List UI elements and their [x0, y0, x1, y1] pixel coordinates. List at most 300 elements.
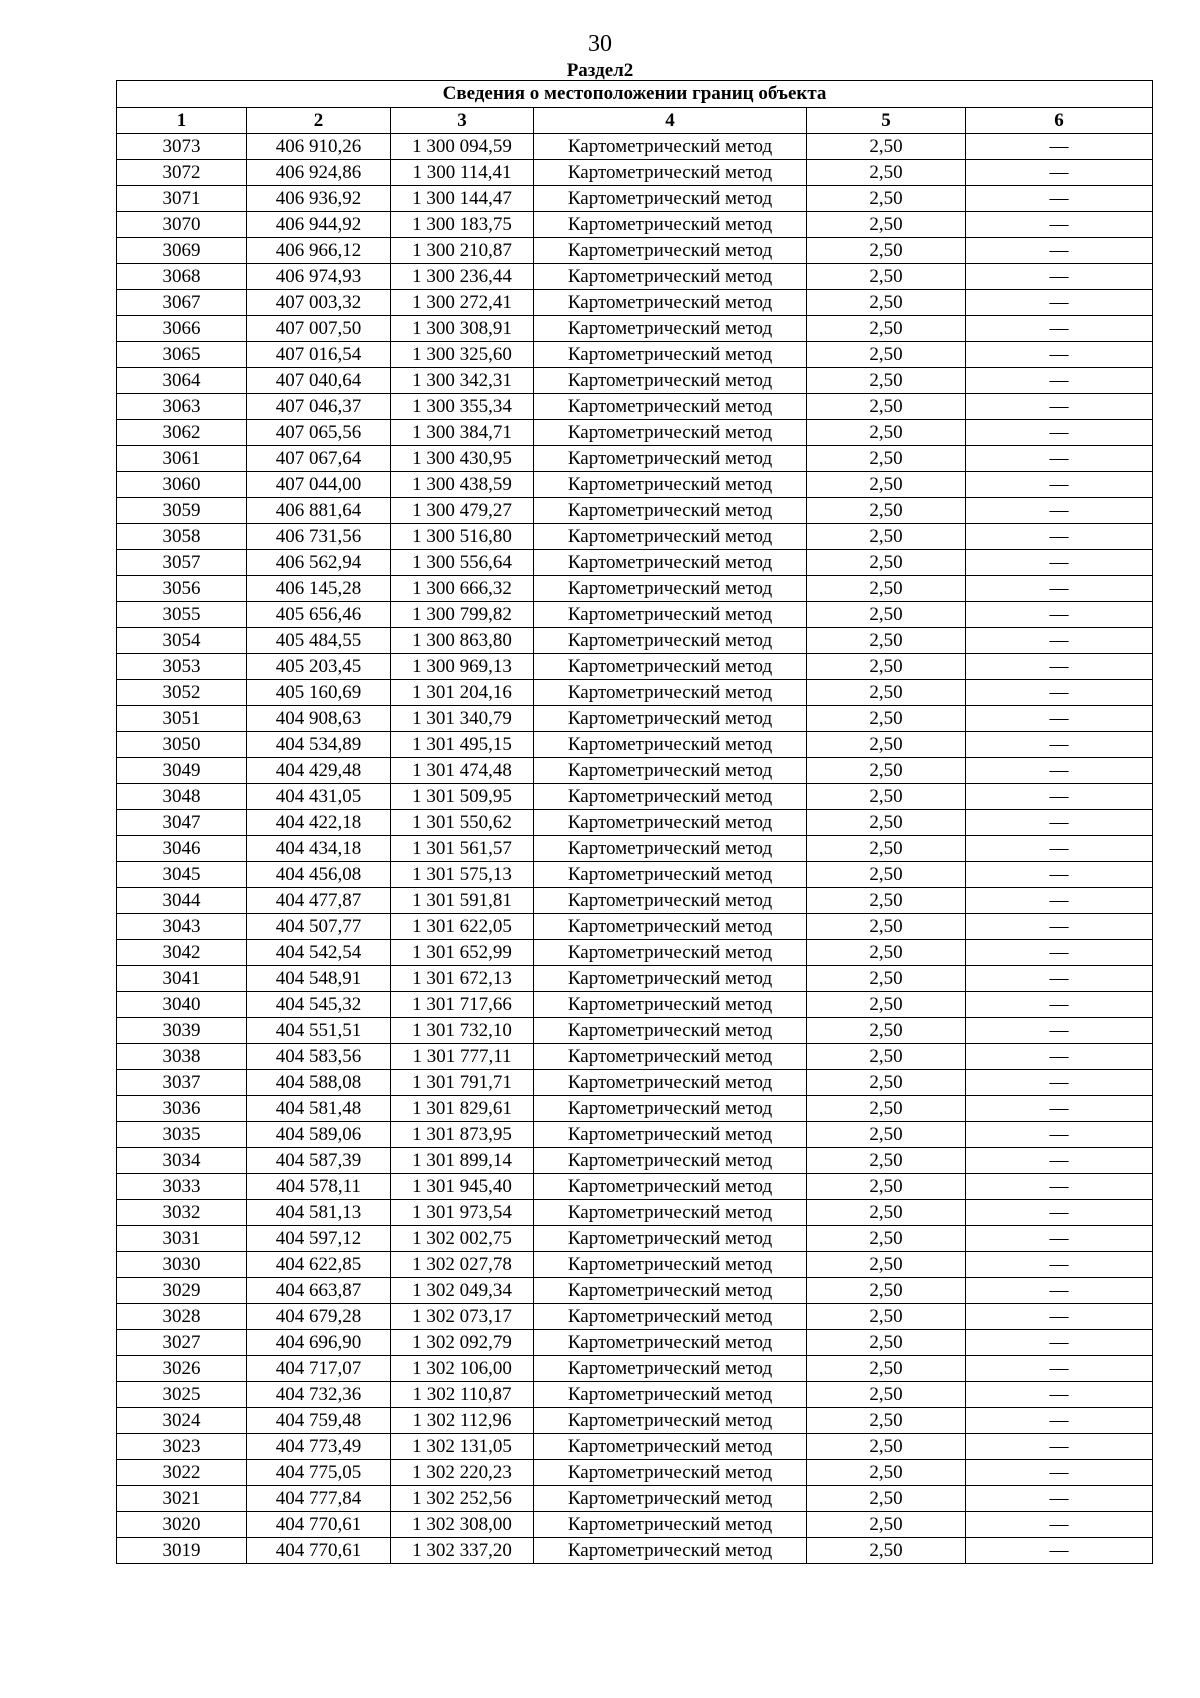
- note-cell: —: [966, 784, 1153, 810]
- y-coordinate-cell: 1 301 791,71: [391, 1070, 534, 1096]
- note-cell: —: [966, 1460, 1153, 1486]
- y-coordinate-cell: 1 300 114,41: [391, 160, 534, 186]
- table-row: [117, 940, 1153, 966]
- point-number-cell: 3057: [117, 550, 247, 576]
- note-cell: —: [966, 1200, 1153, 1226]
- note-cell: —: [966, 654, 1153, 680]
- point-number-cell: 3072: [117, 160, 247, 186]
- method-cell: Картометрический метод: [534, 862, 807, 888]
- point-number-cell: 3068: [117, 264, 247, 290]
- x-coordinate-cell: 404 545,32: [247, 992, 391, 1018]
- point-number-cell: 3034: [117, 1148, 247, 1174]
- y-coordinate-cell: 1 302 112,96: [391, 1408, 534, 1434]
- table-row: [117, 1512, 1153, 1538]
- accuracy-cell: 2,50: [807, 394, 966, 420]
- method-cell: Картометрический метод: [534, 342, 807, 368]
- column-number: 4: [534, 108, 807, 134]
- column-number: 1: [117, 108, 247, 134]
- table-row: [117, 784, 1153, 810]
- accuracy-cell: 2,50: [807, 1278, 966, 1304]
- note-cell: —: [966, 1148, 1153, 1174]
- note-cell: —: [966, 212, 1153, 238]
- point-number-cell: 3071: [117, 186, 247, 212]
- y-coordinate-cell: 1 300 308,91: [391, 316, 534, 342]
- method-cell: Картометрический метод: [534, 160, 807, 186]
- x-coordinate-cell: 404 696,90: [247, 1330, 391, 1356]
- y-coordinate-cell: 1 302 308,00: [391, 1512, 534, 1538]
- method-cell: Картометрический метод: [534, 550, 807, 576]
- accuracy-cell: 2,50: [807, 1304, 966, 1330]
- method-cell: Картометрический метод: [534, 1018, 807, 1044]
- point-number-cell: 3054: [117, 628, 247, 654]
- accuracy-cell: 2,50: [807, 186, 966, 212]
- point-number-cell: 3069: [117, 238, 247, 264]
- x-coordinate-cell: 404 548,91: [247, 966, 391, 992]
- note-cell: —: [966, 1382, 1153, 1408]
- table-row: [117, 1538, 1153, 1564]
- accuracy-cell: 2,50: [807, 1408, 966, 1434]
- method-cell: Картометрический метод: [534, 1460, 807, 1486]
- accuracy-cell: 2,50: [807, 1382, 966, 1408]
- column-number: 2: [247, 108, 391, 134]
- x-coordinate-cell: 406 145,28: [247, 576, 391, 602]
- method-cell: Картометрический метод: [534, 654, 807, 680]
- column-number: 6: [966, 108, 1153, 134]
- y-coordinate-cell: 1 302 092,79: [391, 1330, 534, 1356]
- method-cell: Картометрический метод: [534, 732, 807, 758]
- accuracy-cell: 2,50: [807, 446, 966, 472]
- x-coordinate-cell: 404 578,11: [247, 1174, 391, 1200]
- y-coordinate-cell: 1 302 106,00: [391, 1356, 534, 1382]
- note-cell: —: [966, 1278, 1153, 1304]
- table-row: [117, 836, 1153, 862]
- note-cell: —: [966, 238, 1153, 264]
- method-cell: Картометрический метод: [534, 1252, 807, 1278]
- method-cell: Картометрический метод: [534, 966, 807, 992]
- y-coordinate-cell: 1 302 110,87: [391, 1382, 534, 1408]
- point-number-cell: 3046: [117, 836, 247, 862]
- x-coordinate-cell: 404 597,12: [247, 1226, 391, 1252]
- table-row: [117, 602, 1153, 628]
- y-coordinate-cell: 1 302 027,78: [391, 1252, 534, 1278]
- point-number-cell: 3033: [117, 1174, 247, 1200]
- y-coordinate-cell: 1 302 220,23: [391, 1460, 534, 1486]
- note-cell: —: [966, 420, 1153, 446]
- point-number-cell: 3025: [117, 1382, 247, 1408]
- table-row: [117, 680, 1153, 706]
- method-cell: Картометрический метод: [534, 576, 807, 602]
- x-coordinate-cell: 404 551,51: [247, 1018, 391, 1044]
- y-coordinate-cell: 1 301 717,66: [391, 992, 534, 1018]
- table-row: [117, 576, 1153, 602]
- y-coordinate-cell: 1 300 666,32: [391, 576, 534, 602]
- accuracy-cell: 2,50: [807, 706, 966, 732]
- table-row: [117, 732, 1153, 758]
- note-cell: —: [966, 316, 1153, 342]
- x-coordinate-cell: 404 507,77: [247, 914, 391, 940]
- y-coordinate-cell: 1 301 672,13: [391, 966, 534, 992]
- accuracy-cell: 2,50: [807, 550, 966, 576]
- point-number-cell: 3028: [117, 1304, 247, 1330]
- method-cell: Картометрический метод: [534, 316, 807, 342]
- method-cell: Картометрический метод: [534, 1538, 807, 1564]
- x-coordinate-cell: 404 908,63: [247, 706, 391, 732]
- y-coordinate-cell: 1 300 479,27: [391, 498, 534, 524]
- y-coordinate-cell: 1 300 516,80: [391, 524, 534, 550]
- accuracy-cell: 2,50: [807, 836, 966, 862]
- table-caption-row: [117, 81, 1153, 108]
- table-row: [117, 1070, 1153, 1096]
- table-row: [117, 1018, 1153, 1044]
- note-cell: —: [966, 446, 1153, 472]
- y-coordinate-cell: 1 302 131,05: [391, 1434, 534, 1460]
- point-number-cell: 3022: [117, 1460, 247, 1486]
- point-number-cell: 3023: [117, 1434, 247, 1460]
- point-number-cell: 3065: [117, 342, 247, 368]
- y-coordinate-cell: 1 301 340,79: [391, 706, 534, 732]
- note-cell: —: [966, 1356, 1153, 1382]
- point-number-cell: 3055: [117, 602, 247, 628]
- column-number-row: [117, 108, 1153, 134]
- point-number-cell: 3044: [117, 888, 247, 914]
- method-cell: Картометрический метод: [534, 1408, 807, 1434]
- accuracy-cell: 2,50: [807, 992, 966, 1018]
- x-coordinate-cell: 404 587,39: [247, 1148, 391, 1174]
- method-cell: Картометрический метод: [534, 524, 807, 550]
- point-number-cell: 3058: [117, 524, 247, 550]
- table-row: [117, 628, 1153, 654]
- note-cell: —: [966, 966, 1153, 992]
- point-number-cell: 3029: [117, 1278, 247, 1304]
- method-cell: Картометрический метод: [534, 1382, 807, 1408]
- y-coordinate-cell: 1 301 973,54: [391, 1200, 534, 1226]
- table-row: [117, 160, 1153, 186]
- note-cell: —: [966, 134, 1153, 160]
- accuracy-cell: 2,50: [807, 368, 966, 394]
- method-cell: Картометрический метод: [534, 238, 807, 264]
- point-number-cell: 3070: [117, 212, 247, 238]
- y-coordinate-cell: 1 301 204,16: [391, 680, 534, 706]
- method-cell: Картометрический метод: [534, 1434, 807, 1460]
- accuracy-cell: 2,50: [807, 238, 966, 264]
- method-cell: Картометрический метод: [534, 1148, 807, 1174]
- x-coordinate-cell: 404 542,54: [247, 940, 391, 966]
- table-row: [117, 654, 1153, 680]
- point-number-cell: 3064: [117, 368, 247, 394]
- table-row: [117, 1122, 1153, 1148]
- point-number-cell: 3061: [117, 446, 247, 472]
- accuracy-cell: 2,50: [807, 654, 966, 680]
- accuracy-cell: 2,50: [807, 576, 966, 602]
- accuracy-cell: 2,50: [807, 758, 966, 784]
- x-coordinate-cell: 407 067,64: [247, 446, 391, 472]
- method-cell: Картометрический метод: [534, 758, 807, 784]
- note-cell: —: [966, 732, 1153, 758]
- accuracy-cell: 2,50: [807, 1070, 966, 1096]
- accuracy-cell: 2,50: [807, 888, 966, 914]
- note-cell: —: [966, 1330, 1153, 1356]
- section-title: Раздел2: [566, 60, 634, 81]
- table-row: [117, 1200, 1153, 1226]
- x-coordinate-cell: 407 003,32: [247, 290, 391, 316]
- y-coordinate-cell: 1 300 863,80: [391, 628, 534, 654]
- note-cell: —: [966, 1252, 1153, 1278]
- table-row: [117, 888, 1153, 914]
- table-row: [117, 342, 1153, 368]
- method-cell: Картометрический метод: [534, 784, 807, 810]
- accuracy-cell: 2,50: [807, 784, 966, 810]
- method-cell: Картометрический метод: [534, 1356, 807, 1382]
- point-number-cell: 3019: [117, 1538, 247, 1564]
- table-row: [117, 420, 1153, 446]
- note-cell: —: [966, 576, 1153, 602]
- accuracy-cell: 2,50: [807, 1148, 966, 1174]
- note-cell: —: [966, 940, 1153, 966]
- x-coordinate-cell: 404 717,07: [247, 1356, 391, 1382]
- method-cell: Картометрический метод: [534, 1174, 807, 1200]
- x-coordinate-cell: 407 007,50: [247, 316, 391, 342]
- accuracy-cell: 2,50: [807, 1252, 966, 1278]
- table-row: [117, 290, 1153, 316]
- note-cell: —: [966, 342, 1153, 368]
- point-number-cell: 3062: [117, 420, 247, 446]
- table-row: [117, 368, 1153, 394]
- y-coordinate-cell: 1 302 252,56: [391, 1486, 534, 1512]
- accuracy-cell: 2,50: [807, 342, 966, 368]
- method-cell: Картометрический метод: [534, 1070, 807, 1096]
- table-row: [117, 1330, 1153, 1356]
- note-cell: —: [966, 186, 1153, 212]
- table-row: [117, 1044, 1153, 1070]
- x-coordinate-cell: 404 773,49: [247, 1434, 391, 1460]
- point-number-cell: 3063: [117, 394, 247, 420]
- accuracy-cell: 2,50: [807, 1434, 966, 1460]
- note-cell: —: [966, 758, 1153, 784]
- x-coordinate-cell: 405 203,45: [247, 654, 391, 680]
- method-cell: Картометрический метод: [534, 1044, 807, 1070]
- table-row: [117, 1304, 1153, 1330]
- accuracy-cell: 2,50: [807, 290, 966, 316]
- accuracy-cell: 2,50: [807, 1122, 966, 1148]
- note-cell: —: [966, 472, 1153, 498]
- x-coordinate-cell: 404 589,06: [247, 1122, 391, 1148]
- x-coordinate-cell: 404 777,84: [247, 1486, 391, 1512]
- point-number-cell: 3052: [117, 680, 247, 706]
- table-row: [117, 992, 1153, 1018]
- x-coordinate-cell: 404 581,13: [247, 1200, 391, 1226]
- y-coordinate-cell: 1 300 438,59: [391, 472, 534, 498]
- point-number-cell: 3035: [117, 1122, 247, 1148]
- point-number-cell: 3067: [117, 290, 247, 316]
- accuracy-cell: 2,50: [807, 1044, 966, 1070]
- table-row: [117, 1434, 1153, 1460]
- x-coordinate-cell: 404 622,85: [247, 1252, 391, 1278]
- table-row: [117, 966, 1153, 992]
- method-cell: Картометрический метод: [534, 1226, 807, 1252]
- method-cell: Картометрический метод: [534, 1122, 807, 1148]
- x-coordinate-cell: 406 731,56: [247, 524, 391, 550]
- method-cell: Картометрический метод: [534, 1486, 807, 1512]
- note-cell: —: [966, 888, 1153, 914]
- point-number-cell: 3042: [117, 940, 247, 966]
- note-cell: —: [966, 550, 1153, 576]
- x-coordinate-cell: 404 583,56: [247, 1044, 391, 1070]
- x-coordinate-cell: 404 770,61: [247, 1512, 391, 1538]
- method-cell: Картометрический метод: [534, 290, 807, 316]
- table-row: [117, 1226, 1153, 1252]
- note-cell: —: [966, 524, 1153, 550]
- method-cell: Картометрический метод: [534, 1200, 807, 1226]
- accuracy-cell: 2,50: [807, 1486, 966, 1512]
- point-number-cell: 3020: [117, 1512, 247, 1538]
- method-cell: Картометрический метод: [534, 1278, 807, 1304]
- method-cell: Картометрический метод: [534, 914, 807, 940]
- method-cell: Картометрический метод: [534, 420, 807, 446]
- y-coordinate-cell: 1 301 652,99: [391, 940, 534, 966]
- note-cell: —: [966, 836, 1153, 862]
- accuracy-cell: 2,50: [807, 914, 966, 940]
- y-coordinate-cell: 1 300 384,71: [391, 420, 534, 446]
- accuracy-cell: 2,50: [807, 134, 966, 160]
- method-cell: Картометрический метод: [534, 628, 807, 654]
- accuracy-cell: 2,50: [807, 940, 966, 966]
- x-coordinate-cell: 406 944,92: [247, 212, 391, 238]
- point-number-cell: 3053: [117, 654, 247, 680]
- accuracy-cell: 2,50: [807, 316, 966, 342]
- point-number-cell: 3031: [117, 1226, 247, 1252]
- note-cell: —: [966, 290, 1153, 316]
- x-coordinate-cell: 404 422,18: [247, 810, 391, 836]
- x-coordinate-cell: 404 588,08: [247, 1070, 391, 1096]
- note-cell: —: [966, 498, 1153, 524]
- method-cell: Картометрический метод: [534, 1096, 807, 1122]
- point-number-cell: 3047: [117, 810, 247, 836]
- table-row: [117, 1460, 1153, 1486]
- method-cell: Картометрический метод: [534, 602, 807, 628]
- point-number-cell: 3073: [117, 134, 247, 160]
- table-row: [117, 1486, 1153, 1512]
- note-cell: —: [966, 368, 1153, 394]
- y-coordinate-cell: 1 300 272,41: [391, 290, 534, 316]
- table-row: [117, 862, 1153, 888]
- point-number-cell: 3027: [117, 1330, 247, 1356]
- y-coordinate-cell: 1 300 325,60: [391, 342, 534, 368]
- accuracy-cell: 2,50: [807, 628, 966, 654]
- y-coordinate-cell: 1 301 622,05: [391, 914, 534, 940]
- x-coordinate-cell: 406 936,92: [247, 186, 391, 212]
- table-row: [117, 394, 1153, 420]
- y-coordinate-cell: 1 300 355,34: [391, 394, 534, 420]
- note-cell: —: [966, 1096, 1153, 1122]
- note-cell: —: [966, 1226, 1153, 1252]
- point-number-cell: 3032: [117, 1200, 247, 1226]
- x-coordinate-cell: 404 431,05: [247, 784, 391, 810]
- accuracy-cell: 2,50: [807, 1330, 966, 1356]
- table-row: [117, 758, 1153, 784]
- x-coordinate-cell: 404 581,48: [247, 1096, 391, 1122]
- table-row: [117, 1382, 1153, 1408]
- note-cell: —: [966, 1122, 1153, 1148]
- accuracy-cell: 2,50: [807, 1226, 966, 1252]
- point-number-cell: 3043: [117, 914, 247, 940]
- page-number: 30: [588, 31, 612, 57]
- table-body: [117, 81, 1153, 1564]
- point-number-cell: 3030: [117, 1252, 247, 1278]
- table-row: [117, 1278, 1153, 1304]
- point-number-cell: 3050: [117, 732, 247, 758]
- note-cell: —: [966, 264, 1153, 290]
- point-number-cell: 3051: [117, 706, 247, 732]
- method-cell: Картометрический метод: [534, 472, 807, 498]
- x-coordinate-cell: 407 016,54: [247, 342, 391, 368]
- note-cell: —: [966, 1174, 1153, 1200]
- y-coordinate-cell: 1 302 073,17: [391, 1304, 534, 1330]
- method-cell: Картометрический метод: [534, 836, 807, 862]
- note-cell: —: [966, 602, 1153, 628]
- note-cell: —: [966, 1512, 1153, 1538]
- x-coordinate-cell: 405 484,55: [247, 628, 391, 654]
- note-cell: —: [966, 680, 1153, 706]
- note-cell: —: [966, 1486, 1153, 1512]
- y-coordinate-cell: 1 300 144,47: [391, 186, 534, 212]
- table-row: [117, 1096, 1153, 1122]
- x-coordinate-cell: 407 044,00: [247, 472, 391, 498]
- note-cell: —: [966, 1018, 1153, 1044]
- x-coordinate-cell: 406 881,64: [247, 498, 391, 524]
- x-coordinate-cell: 406 924,86: [247, 160, 391, 186]
- table-row: [117, 186, 1153, 212]
- y-coordinate-cell: 1 302 337,20: [391, 1538, 534, 1564]
- method-cell: Картометрический метод: [534, 368, 807, 394]
- note-cell: —: [966, 1408, 1153, 1434]
- column-number: 5: [807, 108, 966, 134]
- table-row: [117, 1356, 1153, 1382]
- point-number-cell: 3048: [117, 784, 247, 810]
- accuracy-cell: 2,50: [807, 1200, 966, 1226]
- x-coordinate-cell: 404 770,61: [247, 1538, 391, 1564]
- y-coordinate-cell: 1 300 430,95: [391, 446, 534, 472]
- point-number-cell: 3038: [117, 1044, 247, 1070]
- accuracy-cell: 2,50: [807, 1460, 966, 1486]
- table-row: [117, 524, 1153, 550]
- y-coordinate-cell: 1 300 342,31: [391, 368, 534, 394]
- note-cell: —: [966, 394, 1153, 420]
- y-coordinate-cell: 1 301 777,11: [391, 1044, 534, 1070]
- table-row: [117, 446, 1153, 472]
- table-row: [117, 472, 1153, 498]
- note-cell: —: [966, 706, 1153, 732]
- boundary-table: [116, 80, 1153, 1564]
- y-coordinate-cell: 1 302 002,75: [391, 1226, 534, 1252]
- x-coordinate-cell: 406 974,93: [247, 264, 391, 290]
- accuracy-cell: 2,50: [807, 160, 966, 186]
- method-cell: Картометрический метод: [534, 1512, 807, 1538]
- x-coordinate-cell: 404 732,36: [247, 1382, 391, 1408]
- y-coordinate-cell: 1 302 049,34: [391, 1278, 534, 1304]
- x-coordinate-cell: 404 429,48: [247, 758, 391, 784]
- point-number-cell: 3045: [117, 862, 247, 888]
- x-coordinate-cell: 407 040,64: [247, 368, 391, 394]
- point-number-cell: 3026: [117, 1356, 247, 1382]
- x-coordinate-cell: 404 434,18: [247, 836, 391, 862]
- accuracy-cell: 2,50: [807, 524, 966, 550]
- y-coordinate-cell: 1 301 495,15: [391, 732, 534, 758]
- method-cell: Картометрический метод: [534, 1304, 807, 1330]
- note-cell: —: [966, 160, 1153, 186]
- y-coordinate-cell: 1 300 556,64: [391, 550, 534, 576]
- point-number-cell: 3039: [117, 1018, 247, 1044]
- x-coordinate-cell: 404 663,87: [247, 1278, 391, 1304]
